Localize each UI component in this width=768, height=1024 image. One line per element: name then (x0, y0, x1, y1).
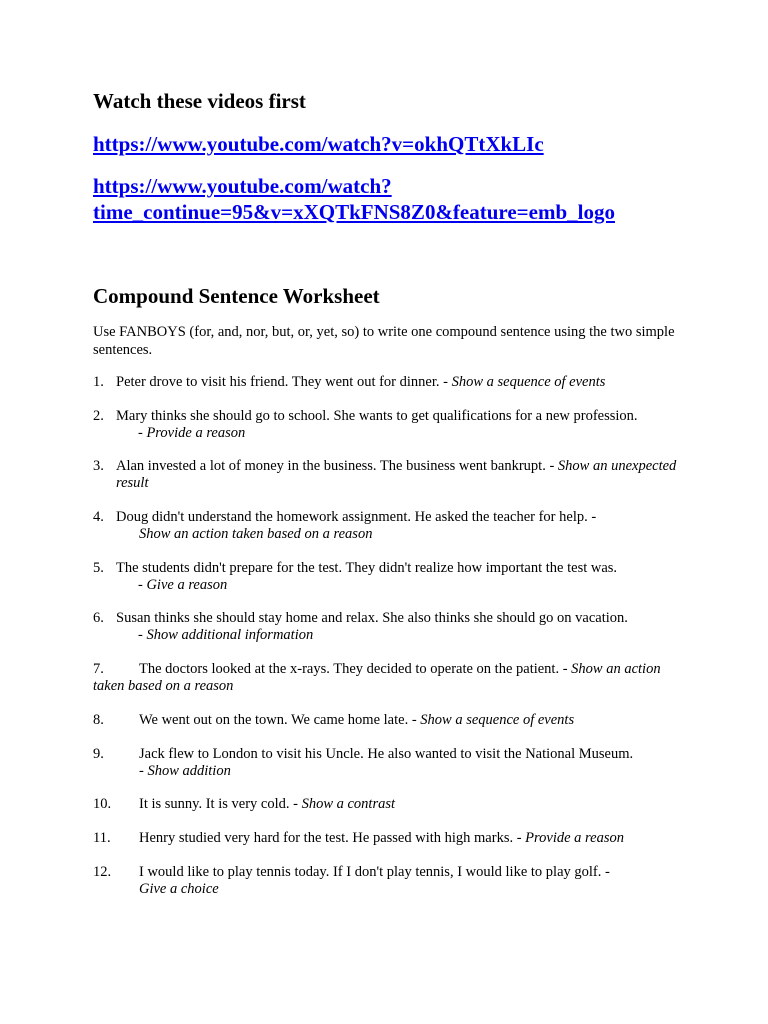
item-text: Alan invested a lot of money in the business. The business went bankrupt. - (116, 458, 558, 474)
list-item-11 (93, 830, 683, 847)
item-text: The doctors looked at the x-rays. They decided to operate on the patient. - (139, 661, 572, 677)
list-item-6 (93, 610, 683, 644)
list-item-7 (93, 661, 683, 695)
item-hint: - Show additional information (138, 627, 314, 643)
item-text: The students didn't prepare for the test. They didn't realize how important the test was. (116, 560, 618, 576)
item-text: Jack flew to London to visit his Uncle. He also wanted to visit the National Museum. (139, 746, 634, 762)
item-number: 7. (93, 661, 104, 677)
list-item-9 (93, 746, 683, 780)
videos-heading: Watch these videos first (93, 89, 306, 113)
video-link-2[interactable] (93, 173, 693, 225)
item-hint: Show a sequence of events (420, 712, 575, 728)
item-text: I would like to play tennis today. If I don't play tennis, I would like to play golf. - (139, 864, 610, 880)
item-text: Peter drove to visit his friend. They went out for dinner. - (116, 374, 452, 390)
item-text: Henry studied very hard for the test. He passed with high marks. - (139, 830, 526, 846)
video-link-1[interactable]: https://www.youtube.com/watch?v=okhQTtXkLIc (93, 132, 544, 156)
item-hint: Give a choice (139, 881, 219, 897)
item-hint: Show a sequence of events (451, 374, 606, 390)
item-hint: - Provide a reason (138, 425, 246, 441)
item-text: It is sunny. It is very cold. - (139, 796, 302, 812)
list-item-3 (93, 458, 683, 492)
worksheet-instructions: Use FANBOYS (for, and, nor, but, or, yet, so) to write one compound sentence using the two simple sentences. (93, 324, 675, 358)
list-item-12 (93, 864, 683, 898)
item-number: 10. (93, 796, 112, 812)
item-number: 9. (93, 746, 104, 762)
item-number: 8. (93, 712, 104, 728)
item-hint: - Show addition (139, 763, 231, 779)
item-number: 12. (93, 864, 112, 880)
video-link-2-line-1: https://www.youtube.com/watch? (93, 174, 392, 198)
worksheet-title: Compound Sentence Worksheet (93, 284, 380, 308)
item-number: 3. (93, 458, 104, 474)
list-item-2 (93, 408, 683, 442)
item-number: 6. (93, 610, 104, 626)
list-item-8 (93, 712, 683, 729)
item-text: Mary thinks she should go to school. She wants to get qualifications for a new profession. (116, 408, 638, 424)
item-hint: Show an action taken based on a reason (93, 661, 661, 694)
item-hint: Provide a reason (525, 830, 624, 846)
list-item-10 (93, 796, 683, 813)
video-link-2-line-2: time_continue=95&v=xXQTkFNS8Z0&feature=emb_logo (93, 200, 615, 224)
item-text: Doug didn't understand the homework assignment. He asked the teacher for help. - (116, 509, 597, 525)
list-item-1 (93, 374, 683, 391)
item-hint: - Give a reason (138, 577, 228, 593)
list-item-4 (93, 509, 683, 543)
item-number: 4. (93, 509, 104, 525)
item-hint: Show a contrast (301, 796, 396, 812)
item-number: 1. (93, 374, 104, 390)
item-hint: Show an action taken based on a reason (139, 526, 373, 542)
item-text: Susan thinks she should stay home and relax. She also thinks she should go on vacation. (116, 610, 628, 626)
item-text: We went out on the town. We came home late. - (139, 712, 421, 728)
item-hint: Show an unexpected result (116, 458, 677, 491)
item-number: 2. (93, 408, 104, 424)
item-number: 5. (93, 560, 104, 576)
item-number: 11. (93, 830, 111, 846)
list-item-5 (93, 560, 683, 594)
